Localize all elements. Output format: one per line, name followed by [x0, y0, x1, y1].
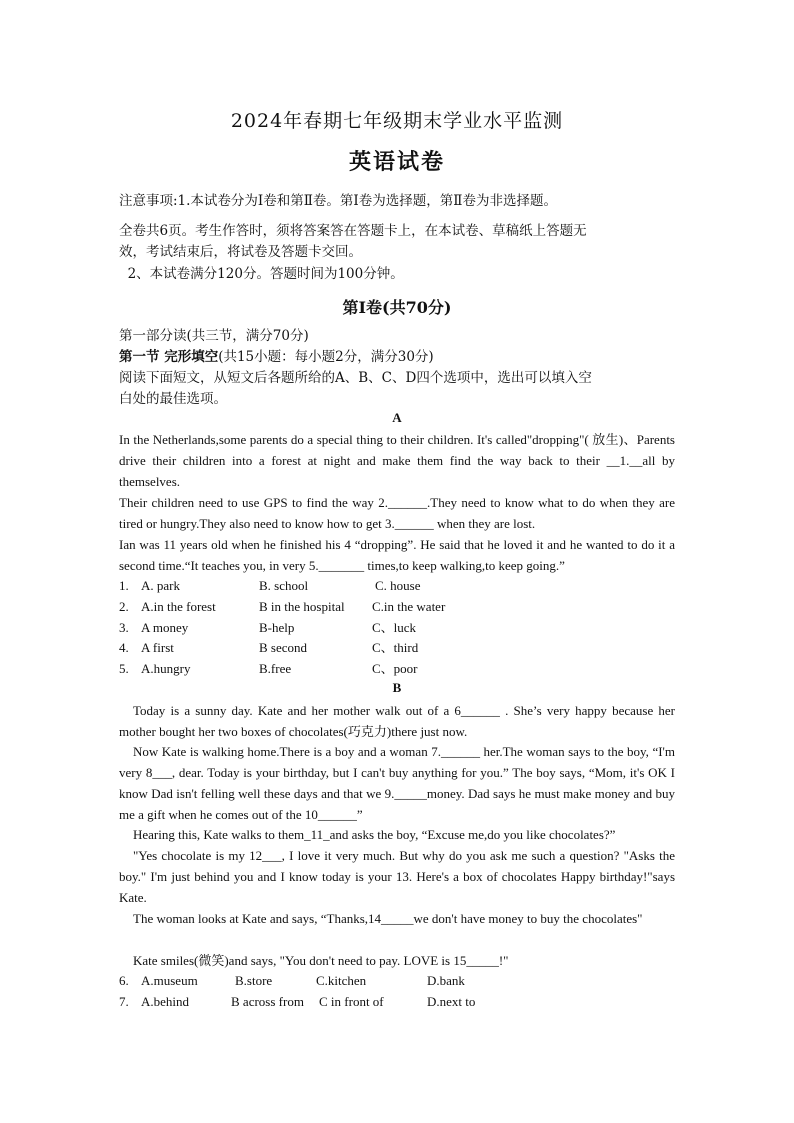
notes-line-3: 效，考试结束后，将试卷及答题卡交回。: [119, 244, 362, 260]
option-b: B second: [259, 640, 308, 655]
option-c: C、third: [372, 640, 419, 655]
notes-line-1: 注意事项:1.本试卷分为Ⅰ卷和第Ⅱ卷。第Ⅰ卷为选择题，第Ⅱ卷为非选择题。: [119, 193, 557, 209]
option-d: D.next to: [427, 994, 476, 1009]
passage-b-paragraph: Hearing this, Kate walks to them_11_and asks the boy, “Excuse me,do you like chocolates?”: [133, 827, 616, 842]
option-a: A.hungry: [141, 661, 191, 676]
exam-title: 2024年春期七年级期末学业水平监测: [230, 110, 564, 132]
passage-b-paragraph: "Yes chocolate is my 12___, I love it very much. But why do you ask me such a question? "Asks the boy." I'm just behind you and I know today is your 13. Here's a box of chocolates Happy birthday!"says Kate.: [119, 848, 675, 905]
part-one-heading: 第一部分读(共三节，满分70分): [119, 328, 309, 344]
exam-subject-title: 英语试卷: [348, 149, 445, 175]
option-a: A.museum: [141, 973, 198, 988]
question-number: 7.: [119, 994, 129, 1009]
question-number: 6.: [119, 973, 129, 988]
option-c: C.in the water: [372, 599, 446, 614]
section-one-label: 第一节 完形填空: [119, 349, 219, 365]
option-c: C、luck: [372, 620, 417, 635]
question-number: 5.: [119, 661, 129, 676]
passage-a-paragraph: Ian was 11 years old when he finished his 4 “dropping”. He said that he loved it and he wanted to do it a second time.“It teaches you, in very 5._______ times,to keep walking,to keep going.”: [119, 537, 675, 573]
option-b: B.store: [235, 973, 273, 988]
passage-b-label: B: [392, 680, 402, 695]
option-b: B. school: [259, 578, 309, 593]
passage-b-paragraph: Today is a sunny day. Kate and her mother walk out of a 6______ . She’s very happy because her mother bought her two boxes of chocolates(巧克力)there just now.: [119, 703, 675, 739]
option-c: C、poor: [372, 661, 418, 676]
question-number: 4.: [119, 640, 129, 655]
instructions-line-1: 阅读下面短文，从短文后各题所给的A、B、C、D四个选项中，选出可以填入空: [119, 370, 592, 386]
passage-b-paragraph: Now Kate is walking home.There is a boy and a woman 7.______ her.The woman says to the boy, “I'm very 8___, dear. Today is your birthday, but I can't buy anything for you.” The boy says, “Mom, it's OK I know Dad isn't felling well these days and that we 9._____money. Dad says he must make money and buy me a gift when he comes out of the 10______”: [119, 744, 675, 822]
question-number: 3.: [119, 620, 129, 635]
passage-a-label: A: [392, 410, 402, 425]
passage-a-paragraph: Their children need to use GPS to find the way 2.______.They need to know what to do when they are tired or hungry.They also need to know how to get 3.______ when they are lost.: [119, 495, 675, 531]
option-d: D.bank: [427, 973, 465, 988]
question-number: 2.: [119, 599, 129, 614]
option-c: C in front of: [319, 994, 384, 1009]
option-b: B.free: [259, 661, 292, 676]
question-number: 1.: [119, 578, 129, 593]
option-a: A first: [141, 640, 174, 655]
option-a: A. park: [141, 578, 180, 593]
option-b: B across from: [231, 994, 304, 1009]
option-a: A money: [141, 620, 189, 635]
passage-b-paragraph: Kate smiles(微笑)and says, "You don't need to pay. LOVE is 15_____!": [133, 953, 509, 968]
instructions-line-2: 白处的最佳选项。: [119, 391, 227, 407]
option-b: B in the hospital: [259, 599, 345, 614]
passage-a-paragraph: In the Netherlands,some parents do a special thing to their children. It's called"dropping"( 放生)、Parents drive their children into a forest at night and make them find the way back to their __1.__all by themselves.: [119, 432, 675, 489]
notes-line-2: 全卷共6页。考生作答时，须将答案答在答题卡上，在本试卷、草稿纸上答题无: [119, 223, 587, 239]
option-b: B-help: [259, 620, 295, 635]
notes-line-4: 2、本试卷满分120分。答题时间为100分钟。: [119, 266, 404, 282]
option-a: A.in the forest: [141, 599, 216, 614]
section-one-detail: (共15小题：每小题2分，满分30分): [218, 349, 434, 365]
volume-title: 第Ⅰ卷(共70分): [342, 298, 452, 317]
option-c: C. house: [375, 578, 421, 593]
passage-b-paragraph: The woman looks at Kate and says, “Thanks,14_____we don't have money to buy the chocolates": [133, 911, 643, 926]
option-a: A.behind: [141, 994, 190, 1009]
section-one-heading: [119, 347, 679, 368]
option-c: C.kitchen: [316, 973, 367, 988]
